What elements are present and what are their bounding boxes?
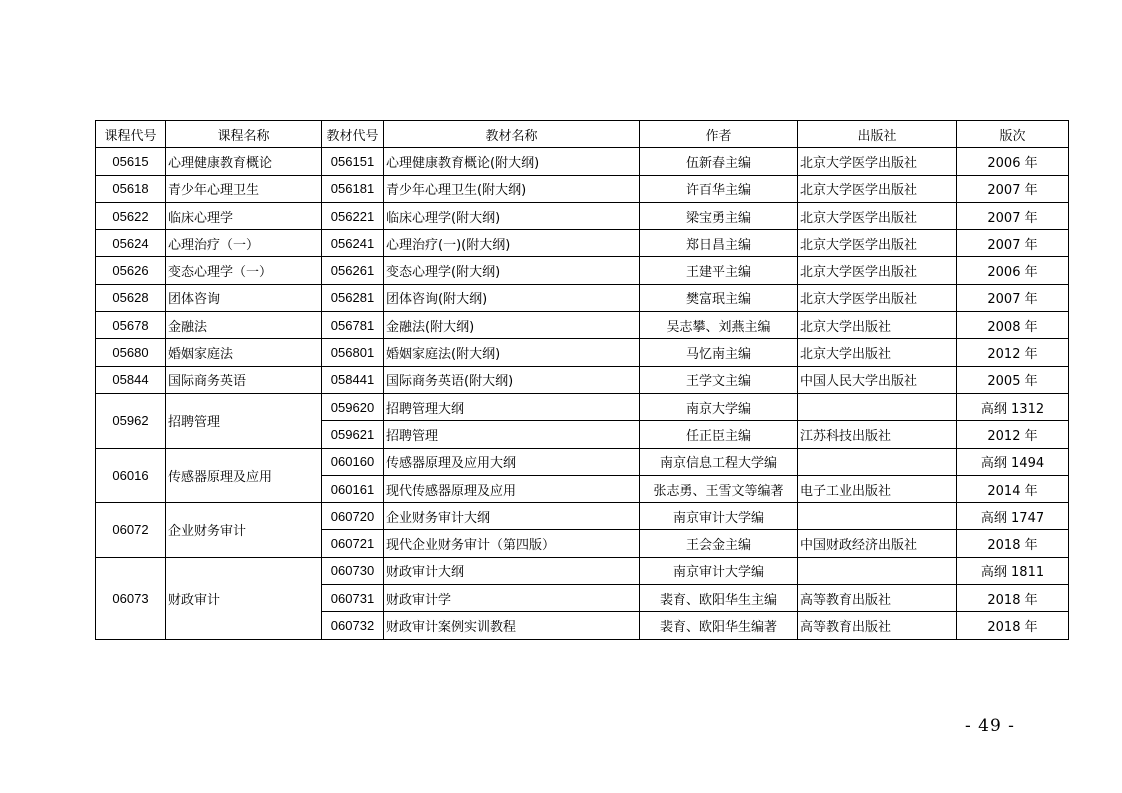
author-cell: 樊富珉主编 [640,284,798,311]
author-cell: 马忆南主编 [640,339,798,366]
author-cell: 许百华主编 [640,175,798,202]
publisher-cell: 电子工业出版社 [798,475,957,502]
edition-cell: 2007 年 [957,230,1069,257]
publisher-cell: 高等教育出版社 [798,612,957,639]
book-code-cell: 059620 [322,393,384,420]
course-name-cell: 国际商务英语 [166,366,322,393]
course-name-cell: 婚姻家庭法 [166,339,322,366]
table-header-row [96,121,1069,148]
table-row [96,312,1069,339]
author-cell: 南京审计大学编 [640,503,798,530]
publisher-cell [798,557,957,584]
book-name-cell: 团体咨询(附大纲) [384,284,640,311]
book-name-cell: 现代传感器原理及应用 [384,475,640,502]
book-code-cell: 056241 [322,230,384,257]
course-code-cell: 06073 [96,557,166,639]
book-name-cell: 变态心理学(附大纲) [384,257,640,284]
table-row [96,148,1069,175]
table-row [96,202,1069,229]
book-code-cell: 060720 [322,503,384,530]
table-row [96,503,1069,530]
book-code-cell: 060161 [322,475,384,502]
publisher-cell: 北京大学医学出版社 [798,175,957,202]
book-code-cell: 060731 [322,585,384,612]
header-course-name: 课程名称 [166,121,322,148]
course-name-cell: 团体咨询 [166,284,322,311]
book-name-cell: 临床心理学(附大纲) [384,202,640,229]
author-cell: 吴志攀、刘燕主编 [640,312,798,339]
book-name-cell: 财政审计学 [384,585,640,612]
author-cell: 任正臣主编 [640,421,798,448]
book-name-cell: 心理治疗(一)(附大纲) [384,230,640,257]
course-name-cell: 心理治疗（一） [166,230,322,257]
course-code-cell: 06072 [96,503,166,558]
book-code-cell: 059621 [322,421,384,448]
book-name-cell: 心理健康教育概论(附大纲) [384,148,640,175]
edition-cell: 高纲 1811 [957,557,1069,584]
book-code-cell: 056151 [322,148,384,175]
edition-cell: 2014 年 [957,475,1069,502]
publisher-cell: 北京大学医学出版社 [798,257,957,284]
course-code-cell: 05622 [96,202,166,229]
book-name-cell: 青少年心理卫生(附大纲) [384,175,640,202]
course-code-cell: 05624 [96,230,166,257]
author-cell: 裴育、欧阳华生编著 [640,612,798,639]
edition-cell: 高纲 1312 [957,393,1069,420]
book-name-cell: 婚姻家庭法(附大纲) [384,339,640,366]
author-cell: 王建平主编 [640,257,798,284]
publisher-cell: 中国财政经济出版社 [798,530,957,557]
course-code-cell: 05618 [96,175,166,202]
book-code-cell: 060721 [322,530,384,557]
table-row [96,393,1069,420]
publisher-cell [798,503,957,530]
book-code-cell: 056221 [322,202,384,229]
book-name-cell: 现代企业财务审计（第四版） [384,530,640,557]
book-code-cell: 058441 [322,366,384,393]
course-name-cell: 心理健康教育概论 [166,148,322,175]
table-row [96,339,1069,366]
edition-cell: 2007 年 [957,202,1069,229]
course-code-cell: 06016 [96,448,166,503]
author-cell: 郑日昌主编 [640,230,798,257]
book-code-cell: 056781 [322,312,384,339]
course-name-cell: 变态心理学（一） [166,257,322,284]
table-row [96,366,1069,393]
publisher-cell: 北京大学医学出版社 [798,284,957,311]
book-code-cell: 060732 [322,612,384,639]
publisher-cell: 北京大学出版社 [798,312,957,339]
book-name-cell: 财政审计案例实训教程 [384,612,640,639]
table-row [96,557,1069,584]
course-name-cell: 企业财务审计 [166,503,322,558]
course-code-cell: 05678 [96,312,166,339]
edition-cell: 2018 年 [957,530,1069,557]
page-number: - 49 - [965,716,1015,736]
book-name-cell: 招聘管理大纲 [384,393,640,420]
author-cell: 梁宝勇主编 [640,202,798,229]
publisher-cell [798,393,957,420]
header-book-code: 教材代号 [322,121,384,148]
course-code-cell: 05626 [96,257,166,284]
edition-cell: 2007 年 [957,175,1069,202]
edition-cell: 2018 年 [957,585,1069,612]
book-name-cell: 企业财务审计大纲 [384,503,640,530]
book-name-cell: 招聘管理 [384,421,640,448]
publisher-cell [798,448,957,475]
author-cell: 南京信息工程大学编 [640,448,798,475]
edition-cell: 2006 年 [957,257,1069,284]
table-row [96,257,1069,284]
course-name-cell: 招聘管理 [166,393,322,448]
book-name-cell: 金融法(附大纲) [384,312,640,339]
edition-cell: 2006 年 [957,148,1069,175]
book-name-cell: 国际商务英语(附大纲) [384,366,640,393]
publisher-cell: 高等教育出版社 [798,585,957,612]
course-code-cell: 05615 [96,148,166,175]
course-name-cell: 财政审计 [166,557,322,639]
publisher-cell: 北京大学医学出版社 [798,230,957,257]
author-cell: 张志勇、王雪文等编著 [640,475,798,502]
edition-cell: 2008 年 [957,312,1069,339]
table-body [96,148,1069,639]
header-publisher: 出版社 [798,121,957,148]
edition-cell: 2012 年 [957,421,1069,448]
author-cell: 王学文主编 [640,366,798,393]
table-row [96,230,1069,257]
book-name-cell: 传感器原理及应用大纲 [384,448,640,475]
table-row [96,175,1069,202]
course-code-cell: 05844 [96,366,166,393]
header-book-name: 教材名称 [384,121,640,148]
header-author: 作者 [640,121,798,148]
publisher-cell: 江苏科技出版社 [798,421,957,448]
course-name-cell: 金融法 [166,312,322,339]
course-name-cell: 青少年心理卫生 [166,175,322,202]
table-row [96,448,1069,475]
course-code-cell: 05962 [96,393,166,448]
table-row [96,284,1069,311]
book-code-cell: 056801 [322,339,384,366]
publisher-cell: 北京大学医学出版社 [798,202,957,229]
edition-cell: 高纲 1747 [957,503,1069,530]
course-code-cell: 05680 [96,339,166,366]
edition-cell: 高纲 1494 [957,448,1069,475]
book-code-cell: 060730 [322,557,384,584]
author-cell: 伍新春主编 [640,148,798,175]
author-cell: 南京大学编 [640,393,798,420]
edition-cell: 2018 年 [957,612,1069,639]
header-edition: 版次 [957,121,1069,148]
edition-cell: 2012 年 [957,339,1069,366]
author-cell: 王会金主编 [640,530,798,557]
author-cell: 南京审计大学编 [640,557,798,584]
book-code-cell: 060160 [322,448,384,475]
edition-cell: 2005 年 [957,366,1069,393]
publisher-cell: 中国人民大学出版社 [798,366,957,393]
book-code-cell: 056181 [322,175,384,202]
publisher-cell: 北京大学医学出版社 [798,148,957,175]
textbook-table [95,120,1069,640]
publisher-cell: 北京大学出版社 [798,339,957,366]
course-name-cell: 传感器原理及应用 [166,448,322,503]
header-course-code: 课程代号 [96,121,166,148]
book-code-cell: 056261 [322,257,384,284]
author-cell: 裴育、欧阳华生主编 [640,585,798,612]
book-name-cell: 财政审计大纲 [384,557,640,584]
course-name-cell: 临床心理学 [166,202,322,229]
course-code-cell: 05628 [96,284,166,311]
book-code-cell: 056281 [322,284,384,311]
edition-cell: 2007 年 [957,284,1069,311]
